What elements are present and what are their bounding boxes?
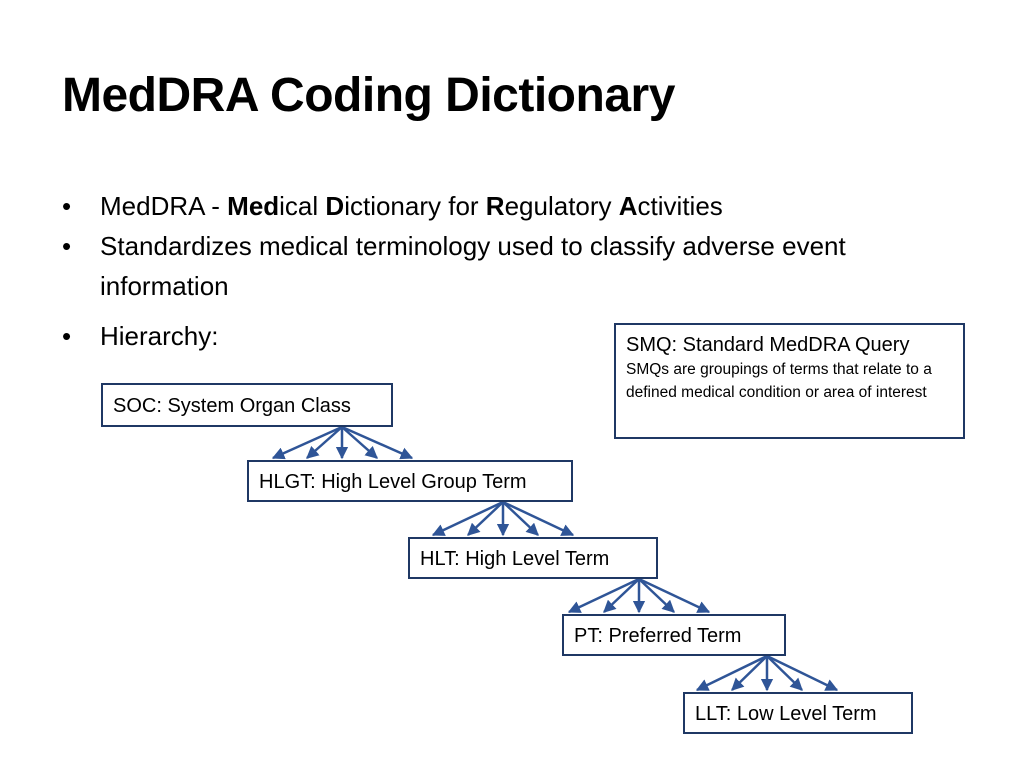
arrow-pt-to-llt-5 (767, 656, 837, 690)
slide-title: MedDRA Coding Dictionary (62, 69, 675, 122)
arrow-hlgt-to-hlt-5 (503, 502, 573, 535)
arrow-fan-pt-to-llt (697, 656, 837, 690)
arrow-hlt-to-pt-5 (639, 579, 709, 612)
arrow-hlt-to-pt-1 (569, 579, 639, 612)
arrow-pt-to-llt-4 (767, 656, 802, 690)
acronym-letter-r: R (485, 191, 505, 221)
acronym-letter-a: A (618, 191, 638, 221)
acronym-rest-activities: ctivities (637, 191, 723, 221)
arrow-soc-to-hlgt-5 (342, 427, 412, 458)
arrow-hlgt-to-hlt-1 (433, 502, 503, 535)
soc-label: SOC: System Organ Class (113, 395, 351, 417)
arrow-hlt-to-pt-4 (639, 579, 674, 612)
acronym-letters-med: Med (227, 191, 280, 221)
acronym-rest-medical: ical (279, 191, 326, 221)
arrow-soc-to-hlgt-4 (342, 427, 377, 458)
arrow-pt-to-llt-1 (697, 656, 767, 690)
smq-box (614, 323, 965, 439)
bullet-standardizes: • Standardizes medical terminology used to classify adverse event information (62, 226, 942, 306)
soc-box (101, 383, 393, 427)
arrow-hlgt-to-hlt-4 (503, 502, 538, 535)
meddra-prefix: MedDRA - (100, 191, 228, 221)
bullet-hierarchy: • Hierarchy: (62, 316, 942, 356)
llt-box (683, 692, 913, 734)
smq-heading: SMQ: Standard MedDRA Query (626, 334, 910, 356)
arrow-hlt-to-pt-2 (604, 579, 639, 612)
hlt-box (408, 537, 658, 579)
arrow-fan-soc-to-hlgt (273, 427, 412, 458)
acronym-rest-dictionary: ictionary for (344, 191, 486, 221)
arrow-fan-hlt-to-pt (569, 579, 709, 612)
hlt-label: HLT: High Level Term (420, 548, 610, 570)
pt-box (562, 614, 786, 656)
arrow-hlgt-to-hlt-2 (468, 502, 503, 535)
pt-label: PT: Preferred Term (574, 625, 742, 647)
arrow-fan-hlgt-to-hlt (433, 502, 573, 535)
llt-label: LLT: Low Level Term (695, 703, 877, 725)
smq-description: SMQs are groupings of terms that relate to a defined medical condition or area of interest (626, 361, 932, 401)
acronym-rest-regulatory: egulatory (504, 191, 619, 221)
arrow-pt-to-llt-2 (732, 656, 767, 690)
arrow-soc-to-hlgt-1 (273, 427, 342, 458)
hlgt-box (247, 460, 573, 502)
arrow-soc-to-hlgt-2 (307, 427, 342, 458)
acronym-letter-d: D (325, 191, 345, 221)
hlgt-label: HLGT: High Level Group Term (259, 471, 527, 493)
